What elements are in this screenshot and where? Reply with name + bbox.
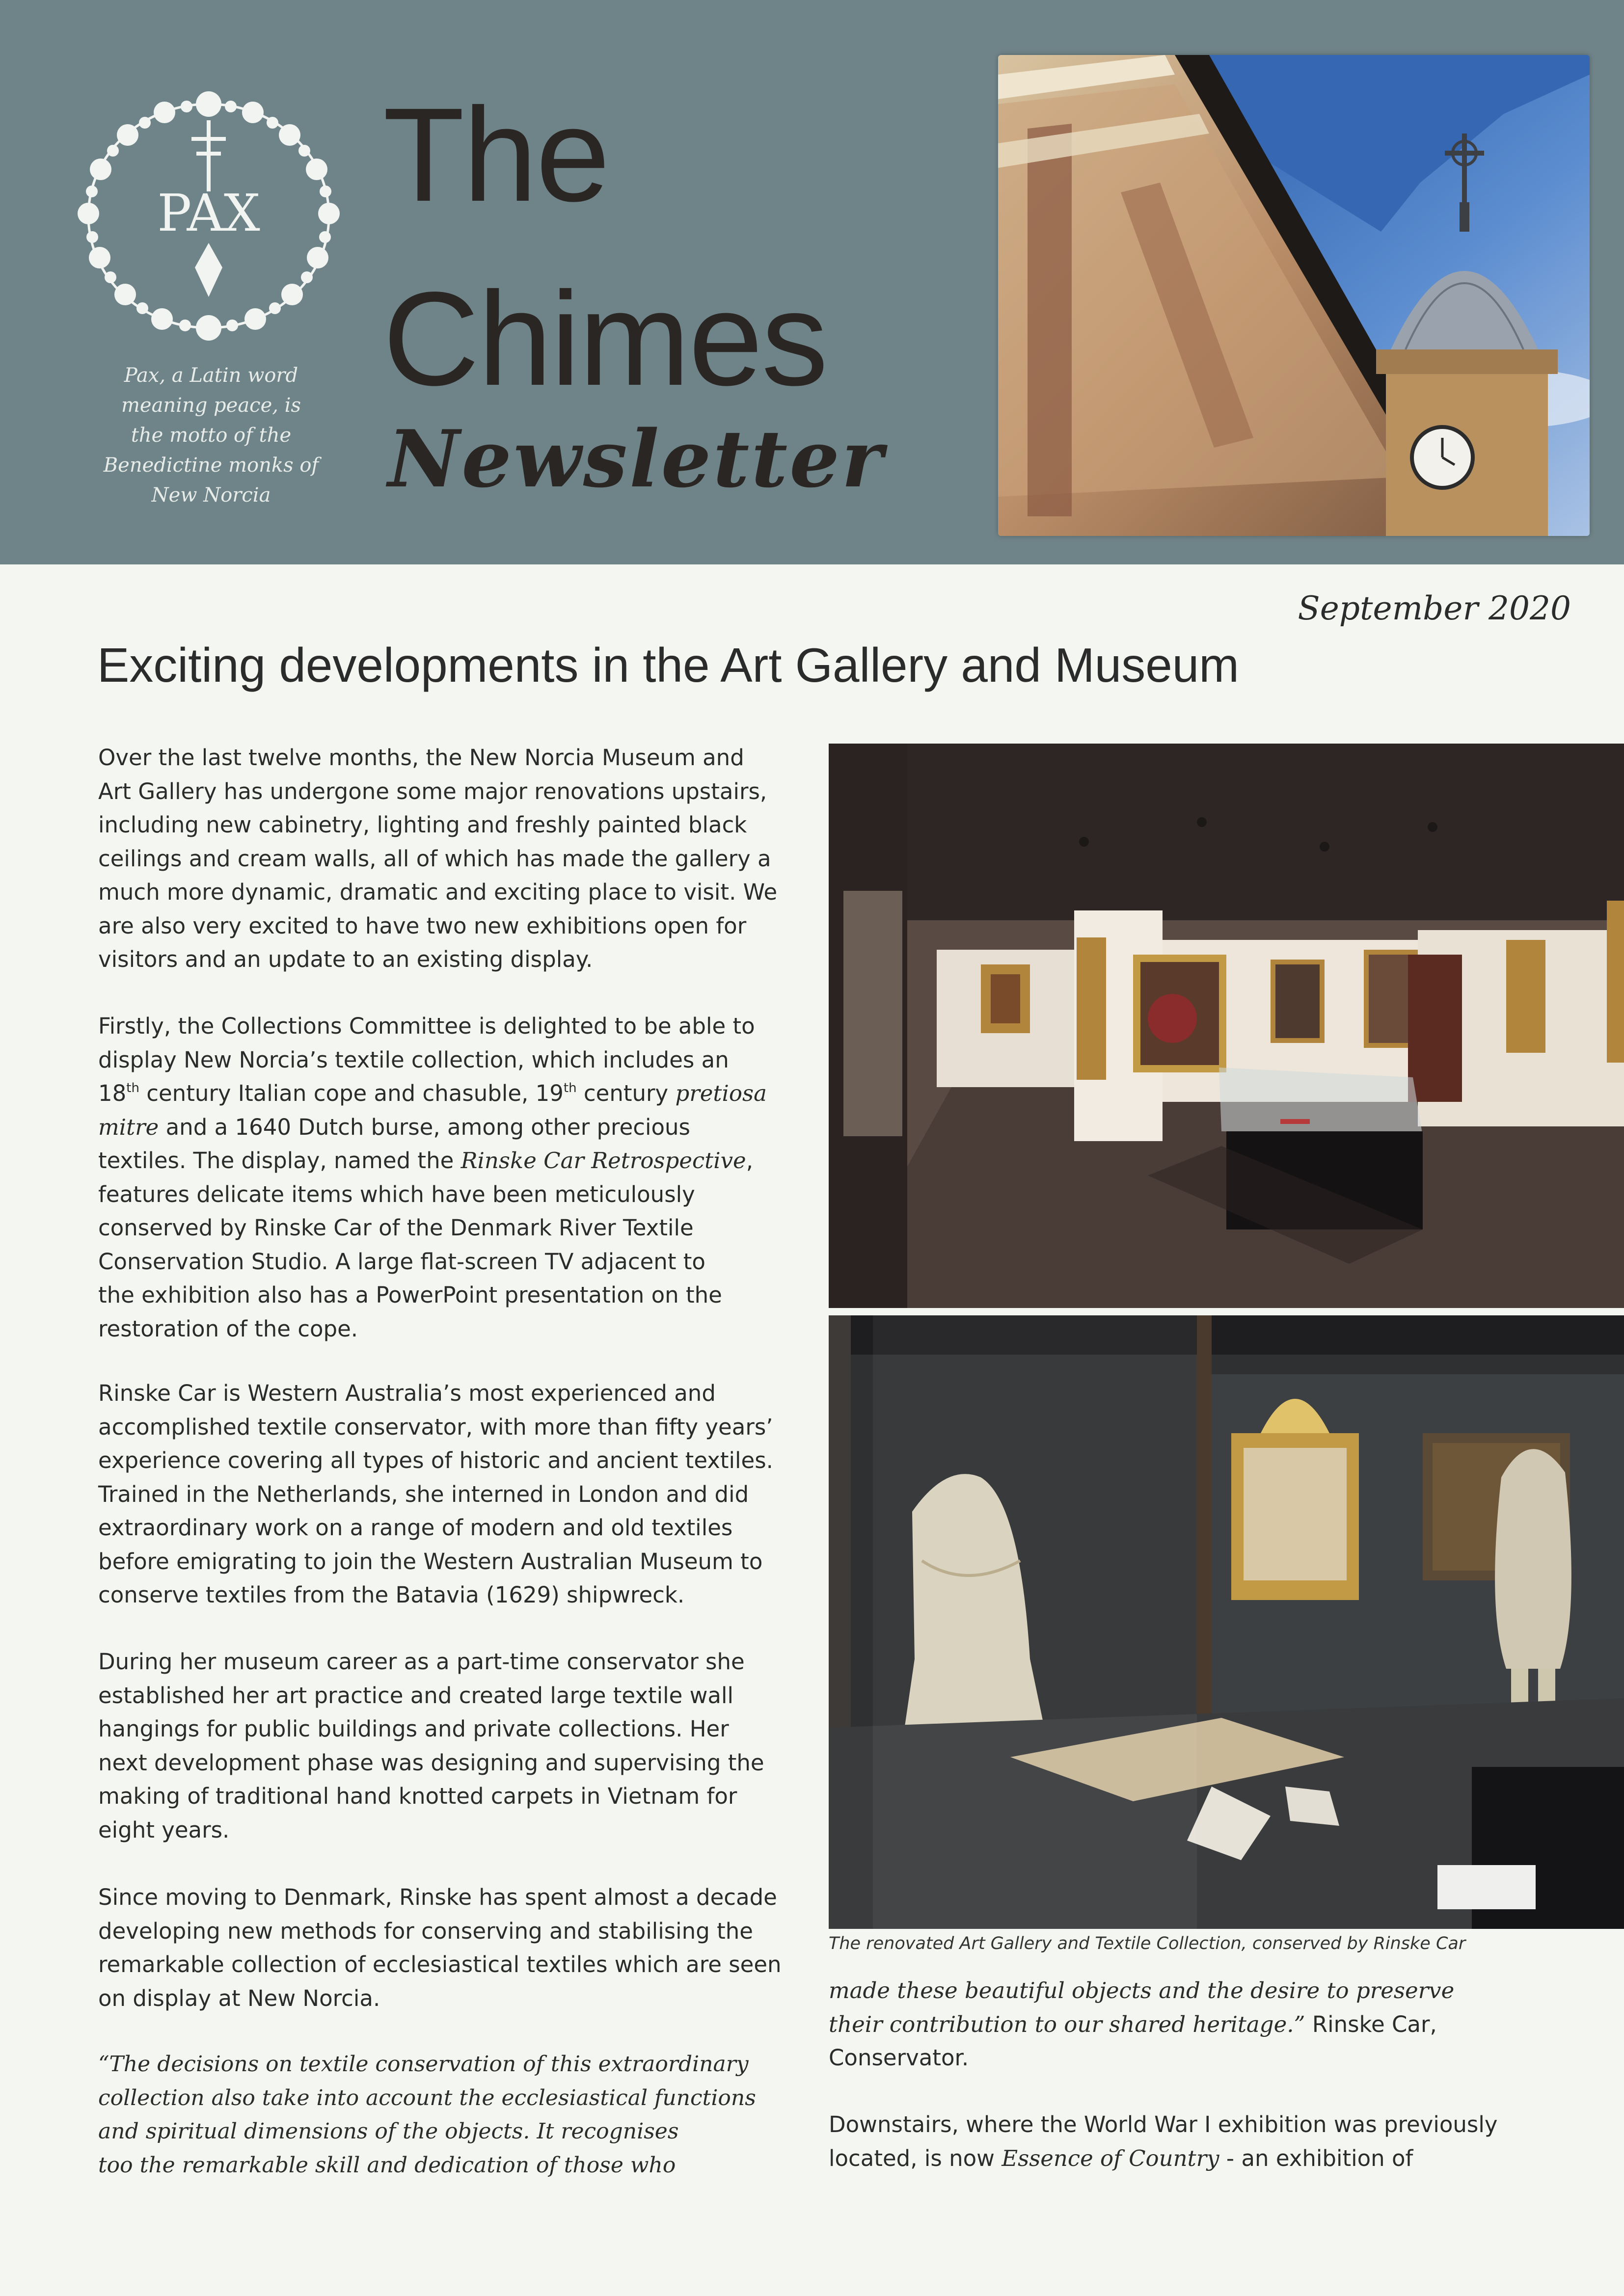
paragraph-textile-collection [98,1010,767,1346]
text-line: Trained in the Netherlands, she interned in London and did [98,1481,749,1507]
text-line: conserve textiles from the Batavia (1629) shipwreck. [98,1582,685,1608]
text-line: ceilings and cream walls, all of which has made the gallery a [98,845,771,872]
text-line: features delicate items which have been meticulously [98,1181,695,1207]
text-line: conserved by Rinske Car of the Denmark River Textile [98,1215,694,1241]
text-line: extraordinary work on a range of modern and old textiles [98,1515,733,1541]
photo-caption: The renovated Art Gallery and Textile Collection, conserved by Rinske Car [829,1934,1466,1953]
text-line: eight years. [98,1816,230,1843]
text-line: including new cabinetry, lighting and freshly painted black [98,812,747,838]
text-line: their contribution to our shared heritage.” Rinske Car, [829,2011,1437,2037]
text-line: established her art practice and created large textile wall [98,1682,733,1709]
text-line: hangings for public buildings and private collections. Her [98,1716,729,1742]
text-line: Downstairs, where the World War I exhibition was previously [829,2111,1498,2137]
motto-text [74,361,349,510]
logo-text: PAX [157,183,260,243]
text-line: textiles. The display, named the Rinske Car Retrospective, [98,1148,753,1174]
text-line: made these beautiful objects and the desire to preserve [829,1977,1455,2003]
issue-date: September 2020 [1298,589,1571,627]
text-line: are also very excited to have two new exhibitions open for [98,912,747,939]
text-line: restoration of the cope. [98,1315,358,1342]
paragraph-museum-career [98,1645,764,1847]
text-line: before emigrating to join the Western Australian Museum to [98,1548,763,1575]
text-line: and spiritual dimensions of the objects. It recognises [98,2119,679,2144]
text-line: too the remarkable skill and dedication of those who [98,2152,676,2178]
text-line: display New Norcia’s textile collection, which includes an [98,1046,729,1073]
text-line: Conservation Studio. A large flat-screen TV adjacent to [98,1248,705,1275]
paragraph-quote-continued [829,1974,1454,2075]
text-line: “The decisions on textile conservation of this extraordinary [98,2052,749,2077]
masthead-subtitle: Newsletter [388,413,885,505]
motto-line: New Norcia [151,484,271,507]
paragraph-rinske-background [98,1377,773,1612]
text-line: 18th century Italian cope and chasuble, 19th century pretiosa [98,1080,767,1106]
text-line: on display at New Norcia. [98,1985,380,2011]
textile-display-photo [829,1315,1624,1929]
text-line: remarkable collection of ecclesiastical textiles which are seen [98,1951,782,1977]
church-bell-tower-photo [998,55,1590,536]
motto-line: Benedictine monks of [103,454,319,477]
text-line: Rinske Car is Western Australia’s most experienced and [98,1380,716,1406]
text-line: located, is now Essence of Country - an exhibition of [829,2145,1413,2171]
text-line: Since moving to Denmark, Rinske has spent almost a decade [98,1884,777,1910]
text-line: Over the last twelve months, the New Norcia Museum and [98,745,744,771]
motto-line: the motto of the [131,424,292,447]
paragraph-quote [98,2048,756,2182]
text-line: developing new methods for conserving and stabilising the [98,1918,753,1944]
masthead-title-chimes: Chimes [383,264,827,413]
text-line: experience covering all types of historic and ancient textiles. [98,1447,773,1473]
text-line: During her museum career as a part-time conservator she [98,1649,745,1675]
text-line: accomplished textile conservator, with more than fifty years’ [98,1414,773,1440]
text-line: next development phase was designing and supervising the [98,1749,764,1776]
text-line: visitors and an update to an existing display. [98,946,593,972]
pax-wreath-logo [66,81,351,346]
masthead-title-the: The [383,80,609,229]
text-line: Conservator. [829,2045,969,2071]
text-line: much more dynamic, dramatic and exciting place to visit. We [98,879,778,905]
article-headline: Exciting developments in the Art Gallery and Museum [97,638,1239,692]
text-line: collection also take into account the ecclesiastical functions [98,2085,756,2110]
text-line: making of traditional hand knotted carpets in Vietnam for [98,1783,737,1809]
paragraph-denmark [98,1881,782,2015]
motto-line: Pax, a Latin word [124,364,298,387]
paragraph-downstairs [829,2108,1498,2175]
art-gallery-photo [829,744,1624,1308]
text-line: Firstly, the Collections Committee is delighted to be able to [98,1013,755,1039]
motto-line: meaning peace, is [121,394,301,417]
text-line: the exhibition also has a PowerPoint presentation on the [98,1282,722,1308]
text-line: mitre and a 1640 Dutch burse, among other precious [98,1114,690,1140]
paragraph-intro [98,741,777,977]
text-line: Art Gallery has undergone some major renovations upstairs, [98,778,767,804]
